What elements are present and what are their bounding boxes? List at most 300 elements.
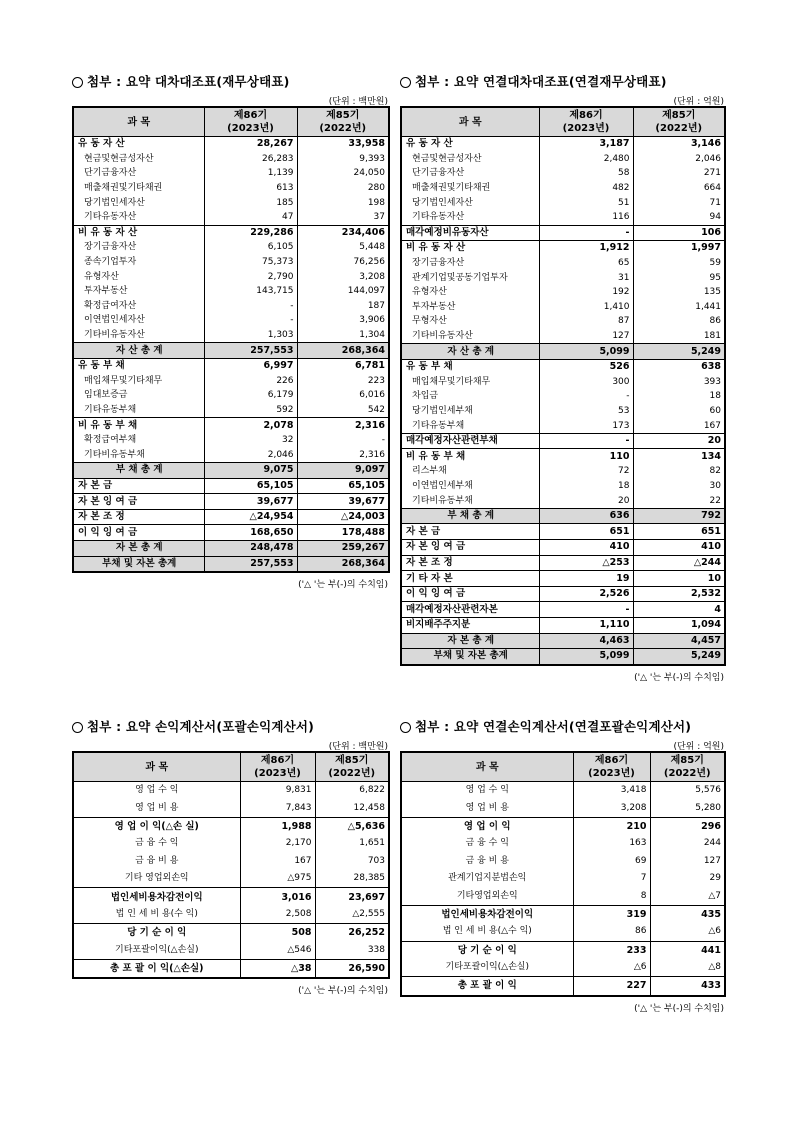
value-fy86: 31 (539, 270, 633, 285)
value-fy85: 134 (633, 449, 725, 464)
value-fy86: 508 (240, 924, 315, 942)
row-label: 투자부동산 (401, 300, 539, 315)
value-fy86: 9,831 (240, 782, 315, 800)
value-fy85: 651 (633, 524, 725, 540)
table-row (73, 358, 389, 373)
value-fy86: 65 (539, 256, 633, 271)
value-fy86: 47 (204, 210, 297, 225)
value-fy85: 23,697 (315, 888, 389, 906)
row-label: 금 융 수 익 (401, 835, 573, 852)
row-label: 확정급여부채 (73, 433, 204, 448)
value-fy85: 223 (367, 375, 385, 386)
row-label: 기타유동부채 (401, 418, 539, 433)
table-row (401, 555, 725, 571)
value-fy85: △6 (708, 926, 721, 937)
table-row (73, 433, 389, 448)
value-fy86: 5,099 (539, 344, 633, 360)
value-fy85: 33,958 (297, 137, 389, 152)
value-fy85: 71 (709, 197, 721, 208)
unit-label: (단위 : 억원) (673, 742, 724, 752)
value-fy86: 482 (539, 181, 633, 196)
footnote: ('△ '는 부(-)의 수치임) (634, 672, 724, 683)
table-row (73, 556, 389, 572)
value-fy85: 441 (650, 941, 725, 959)
value-fy86: 2,526 (539, 586, 633, 602)
table-row (73, 924, 389, 942)
footnote: ('△ '는 부(-)의 수치임) (298, 986, 388, 997)
value-fy86: - (204, 299, 297, 314)
table-row (73, 269, 389, 284)
header-fy86: 제86기 (2023년) (573, 752, 650, 782)
circle-bullet-icon (72, 722, 83, 733)
value-fy86: 2,078 (204, 418, 297, 433)
value-fy85: 94 (709, 212, 721, 223)
row-label: 법 인 세 비 용(△수 익) (401, 923, 573, 941)
value-fy85: 3,208 (359, 271, 385, 282)
row-label: 이 익 잉 여 금 (73, 525, 204, 541)
value-fy85: △244 (633, 555, 725, 571)
header-fy85: 제85기 (2022년) (633, 107, 725, 137)
table-header-row (401, 752, 725, 782)
table-row (401, 418, 725, 433)
value-fy86: △975 (240, 870, 315, 888)
value-fy86: △24,954 (204, 509, 297, 525)
row-label: 매출채권및기타채권 (73, 181, 204, 196)
value-fy86: 192 (539, 285, 633, 300)
circle-bullet-icon (72, 77, 83, 88)
value-fy86: 3,187 (539, 137, 633, 152)
value-fy85: 18 (709, 391, 721, 402)
value-fy86: - (539, 433, 633, 449)
value-fy85: △2,555 (352, 908, 385, 919)
table-row (401, 152, 725, 167)
value-fy86: 636 (539, 508, 633, 524)
value-fy85: 37 (373, 212, 385, 223)
value-fy85: 187 (367, 300, 385, 311)
value-fy85: 127 (703, 855, 721, 866)
value-fy86: △38 (240, 959, 315, 978)
value-fy86: 2,480 (539, 152, 633, 167)
value-fy86: 4,463 (539, 633, 633, 649)
row-label: 기 타 자 본 (401, 571, 539, 587)
header-fy85: 제85기 (2022년) (650, 752, 725, 782)
value-fy85: 95 (709, 272, 721, 283)
table-row (73, 403, 389, 418)
row-label: 당기법인세자산 (73, 195, 204, 210)
row-label: 관계기업지분법손익 (401, 870, 573, 887)
value-fy86: 3,016 (240, 888, 315, 906)
row-label: 단기금융자산 (401, 166, 539, 181)
table-row (73, 959, 389, 978)
footnote: ('△ '는 부(-)의 수치임) (634, 1003, 724, 1014)
table-row (401, 586, 725, 602)
value-fy86: 20 (539, 493, 633, 508)
table-row (73, 374, 389, 389)
value-fy86: 257,553 (204, 343, 297, 359)
value-fy86: 592 (204, 403, 297, 418)
value-fy85: 4,457 (633, 633, 725, 649)
table-row (401, 941, 725, 959)
table-row (401, 540, 725, 556)
header-fy86: 제86기 (2023년) (539, 107, 633, 137)
table-row (401, 314, 725, 329)
row-label: 매입채무및기타채무 (401, 375, 539, 390)
income-table (400, 751, 726, 997)
value-fy86: 1,303 (204, 328, 297, 343)
value-fy86: 410 (539, 540, 633, 556)
row-label: 기타비유동부채 (401, 493, 539, 508)
table-header-row (73, 107, 389, 137)
value-fy86: 210 (573, 817, 650, 835)
table-row (73, 388, 389, 403)
table-row (401, 493, 725, 508)
table-row (401, 166, 725, 181)
value-fy85: 338 (367, 944, 385, 955)
row-label: 확정급여자산 (73, 299, 204, 314)
table-row (73, 782, 389, 800)
value-fy86: 229,286 (204, 225, 297, 240)
row-label: 기타비유동부채 (73, 447, 204, 462)
row-label: 영 업 수 익 (401, 782, 573, 800)
table-row (73, 817, 389, 835)
value-fy86: 1,110 (539, 618, 633, 634)
value-fy86: 1,912 (539, 241, 633, 256)
table-row (73, 478, 389, 494)
row-label: 금 융 수 익 (73, 835, 240, 852)
row-label: 유형자산 (401, 285, 539, 300)
value-fy86: 248,478 (204, 541, 297, 557)
value-fy85: 1,304 (359, 330, 385, 341)
value-fy86: 26,283 (204, 152, 297, 167)
value-fy85: 6,822 (359, 785, 385, 796)
header-account: 과 목 (401, 752, 573, 782)
value-fy85: 268,364 (297, 343, 389, 359)
value-fy85: 9,393 (359, 153, 385, 164)
table-row (73, 942, 389, 960)
value-fy86: 2,790 (204, 269, 297, 284)
value-fy85: 3,906 (359, 315, 385, 326)
value-fy86: △546 (240, 942, 315, 960)
value-fy85: 5,249 (633, 649, 725, 665)
table-row (73, 888, 389, 906)
value-fy85: 542 (367, 404, 385, 415)
value-fy86: 86 (573, 923, 650, 941)
value-fy85: 82 (709, 466, 721, 477)
row-label: 당기법인세부채 (401, 404, 539, 419)
table-row (401, 571, 725, 587)
table-row (73, 166, 389, 181)
value-fy85: △5,636 (315, 817, 389, 835)
table-row (73, 195, 389, 210)
row-label: 당 기 순 이 익 (73, 924, 240, 942)
table-row (401, 618, 725, 634)
table-row (401, 923, 725, 941)
table-row (73, 299, 389, 314)
value-fy86: - (539, 389, 633, 404)
value-fy85: 29 (709, 873, 721, 884)
value-fy86: 6,105 (204, 240, 297, 255)
value-fy86: 28,267 (204, 137, 297, 152)
row-label: 영 업 이 익(△손 실) (73, 817, 240, 835)
row-label: 투자부동산 (73, 284, 204, 299)
row-label: 자 본 잉 여 금 (401, 540, 539, 556)
value-fy86: 143,715 (204, 284, 297, 299)
row-label: 자 본 잉 여 금 (73, 494, 204, 510)
row-label: 총 포 괄 이 익 (401, 977, 573, 996)
value-fy86: 319 (573, 905, 650, 923)
value-fy85: 4 (633, 602, 725, 618)
value-fy86: 7 (573, 870, 650, 887)
row-label: 매입채무및기타채무 (73, 374, 204, 389)
row-label: 유 동 부 채 (401, 359, 539, 374)
panel-title: 첨부 : 요약 연결대차대조표(연결재무상태표) (400, 72, 724, 90)
row-label: 기타유동부채 (73, 403, 204, 418)
table-row (73, 210, 389, 225)
table-row (401, 782, 725, 800)
value-fy85: 2,532 (633, 586, 725, 602)
row-label: 기타 영업외손익 (73, 870, 240, 888)
table-row (73, 835, 389, 852)
table-row (401, 285, 725, 300)
value-fy85: 2,046 (695, 153, 721, 164)
unit-label: (단위 : 백만원) (328, 97, 388, 107)
row-label: 자 본 총 계 (73, 541, 204, 557)
value-fy86: 19 (539, 571, 633, 587)
table-row (73, 509, 389, 525)
value-fy86: 8 (573, 887, 650, 905)
row-label: 유 동 자 산 (73, 137, 204, 152)
value-fy85: △7 (708, 890, 721, 901)
row-label: 자 본 조 정 (73, 509, 204, 525)
value-fy85: 30 (709, 480, 721, 491)
value-fy86: 3,208 (573, 799, 650, 817)
row-label: 이 익 잉 여 금 (401, 586, 539, 602)
table-row (401, 256, 725, 271)
row-label: 자 산 총 계 (401, 344, 539, 360)
row-label: 기타유동자산 (73, 210, 204, 225)
table-row (401, 959, 725, 977)
row-label: 자 산 총 계 (73, 343, 204, 359)
unit-label: (단위 : 억원) (673, 97, 724, 107)
table-row (401, 389, 725, 404)
value-fy85: 271 (703, 168, 721, 179)
table-header-row (401, 107, 725, 137)
value-fy86: 226 (204, 374, 297, 389)
value-fy86: 65,105 (204, 478, 297, 494)
value-fy85: 144,097 (347, 286, 385, 297)
footnote: ('△ '는 부(-)의 수치임) (298, 580, 388, 591)
value-fy85: 86 (709, 316, 721, 327)
table-row (401, 853, 725, 870)
panel-title: 첨부 : 요약 대차대조표(재무상태표) (72, 72, 388, 90)
value-fy86: 227 (573, 977, 650, 996)
value-fy85: △24,003 (297, 509, 389, 525)
value-fy85: 435 (650, 905, 725, 923)
table-row (401, 300, 725, 315)
row-label: 이연법인세부채 (401, 479, 539, 494)
row-label: 리스부채 (401, 464, 539, 479)
income-statement-consolidated (400, 717, 724, 1014)
value-fy85: 703 (367, 855, 385, 866)
row-label: 기타영업외손익 (401, 887, 573, 905)
row-label: 당기법인세자산 (401, 195, 539, 210)
value-fy86: 6,997 (204, 358, 297, 373)
table-row (401, 225, 725, 241)
value-fy86: 300 (539, 375, 633, 390)
value-fy85: 178,488 (297, 525, 389, 541)
row-label: 기타비유동자산 (73, 328, 204, 343)
row-label: 자 본 조 정 (401, 555, 539, 571)
unit-label: (단위 : 백만원) (328, 742, 388, 752)
value-fy86: 2,046 (204, 447, 297, 462)
value-fy86: △6 (573, 959, 650, 977)
table-row (401, 799, 725, 817)
table-row (401, 181, 725, 196)
value-fy85: 167 (703, 420, 721, 431)
header-fy86: 제86기 (2023년) (204, 107, 297, 137)
value-fy85: 65,105 (297, 478, 389, 494)
value-fy85: 181 (703, 331, 721, 342)
value-fy86: 3,418 (573, 782, 650, 800)
table-row (73, 181, 389, 196)
value-fy85: 268,364 (297, 556, 389, 572)
table-row (401, 633, 725, 649)
value-fy86: - (539, 225, 633, 241)
table-row (73, 447, 389, 462)
value-fy86: 39,677 (204, 494, 297, 510)
table-row (73, 152, 389, 167)
table-row (401, 835, 725, 852)
row-label: 매각예정자산관련자본 (401, 602, 539, 618)
table-row (401, 359, 725, 374)
value-fy86: 167 (240, 853, 315, 870)
value-fy86: 7,843 (240, 799, 315, 817)
row-label: 자 본 금 (73, 478, 204, 494)
row-label: 영 업 이 익 (401, 817, 573, 835)
circle-bullet-icon (400, 77, 411, 88)
value-fy85: 5,280 (695, 802, 721, 813)
row-label: 비 유 동 자 산 (73, 225, 204, 240)
table-row (401, 602, 725, 618)
value-fy86: 9,075 (204, 463, 297, 479)
table-row (73, 541, 389, 557)
value-fy86: 58 (539, 166, 633, 181)
row-label: 유형자산 (73, 269, 204, 284)
value-fy86: 18 (539, 479, 633, 494)
value-fy85: 410 (633, 540, 725, 556)
value-fy85: 28,385 (353, 873, 385, 884)
value-fy86: - (539, 602, 633, 618)
row-label: 영 업 비 용 (401, 799, 573, 817)
table-row (401, 210, 725, 225)
row-label: 관계기업및공동기업투자 (401, 270, 539, 285)
value-fy86: 75,373 (204, 255, 297, 270)
header-account: 과 목 (73, 752, 240, 782)
row-label: 이연법인세자산 (73, 313, 204, 328)
value-fy85: 244 (703, 838, 721, 849)
value-fy85: 6,016 (359, 390, 385, 401)
value-fy85: 106 (633, 225, 725, 241)
row-label: 비 유 동 자 산 (401, 241, 539, 256)
value-fy85: 26,252 (315, 924, 389, 942)
value-fy85: 5,576 (695, 785, 721, 796)
value-fy86: 257,553 (204, 556, 297, 572)
row-label: 영 업 수 익 (73, 782, 240, 800)
balance-table (400, 106, 726, 666)
value-fy86: 127 (539, 329, 633, 344)
value-fy86: 173 (539, 418, 633, 433)
table-row (401, 375, 725, 390)
table-row (73, 225, 389, 240)
table-row (401, 433, 725, 449)
table-row (401, 524, 725, 540)
value-fy86: △253 (539, 555, 633, 571)
row-label: 단기금융자산 (73, 166, 204, 181)
table-row (401, 137, 725, 152)
header-account: 과 목 (73, 107, 204, 137)
table-row (73, 853, 389, 870)
value-fy85: 5,249 (633, 344, 725, 360)
value-fy85: 39,677 (297, 494, 389, 510)
row-label: 임대보증금 (73, 388, 204, 403)
table-row (73, 137, 389, 152)
value-fy85: 59 (709, 258, 721, 269)
value-fy86: 69 (573, 853, 650, 870)
value-fy85: 135 (703, 287, 721, 298)
row-label: 부 채 총 계 (401, 508, 539, 524)
row-label: 법인세비용차감전이익 (401, 905, 573, 923)
value-fy86: 1,410 (539, 300, 633, 315)
value-fy86: 613 (204, 181, 297, 196)
header-fy85: 제85기 (2022년) (315, 752, 389, 782)
table-row (401, 649, 725, 665)
value-fy85: 2,316 (297, 418, 389, 433)
value-fy85: 5,448 (359, 242, 385, 253)
row-label: 비 유 동 부 채 (73, 418, 204, 433)
value-fy85: 1,441 (695, 301, 721, 312)
row-label: 자 본 금 (401, 524, 539, 540)
value-fy86: 72 (539, 464, 633, 479)
table-row (73, 525, 389, 541)
row-label: 현금및현금성자산 (401, 152, 539, 167)
value-fy85: 1,997 (633, 241, 725, 256)
value-fy86: - (204, 313, 297, 328)
row-label: 무형자산 (401, 314, 539, 329)
value-fy86: 116 (539, 210, 633, 225)
table-row (73, 463, 389, 479)
value-fy85: 1,651 (359, 838, 385, 849)
table-header-row (73, 752, 389, 782)
value-fy85: 433 (650, 977, 725, 996)
row-label: 비지배주주지분 (401, 618, 539, 634)
value-fy86: 53 (539, 404, 633, 419)
value-fy85: 393 (703, 376, 721, 387)
table-row (73, 906, 389, 924)
row-label: 법인세비용차감전이익 (73, 888, 240, 906)
value-fy85: 792 (633, 508, 725, 524)
value-fy85: 12,458 (353, 802, 385, 813)
value-fy85: - (381, 435, 385, 446)
value-fy85: 664 (703, 183, 721, 194)
row-label: 기타포괄이익(△손실) (73, 942, 240, 960)
circle-bullet-icon (400, 722, 411, 733)
row-label: 법 인 세 비 용(수 익) (73, 906, 240, 924)
panel-title: 첨부 : 요약 손익계산서(포괄손익계산서) (72, 717, 388, 735)
value-fy86: 32 (204, 433, 297, 448)
table-row (401, 404, 725, 419)
row-label: 부 채 총 계 (73, 463, 204, 479)
table-row (401, 977, 725, 996)
